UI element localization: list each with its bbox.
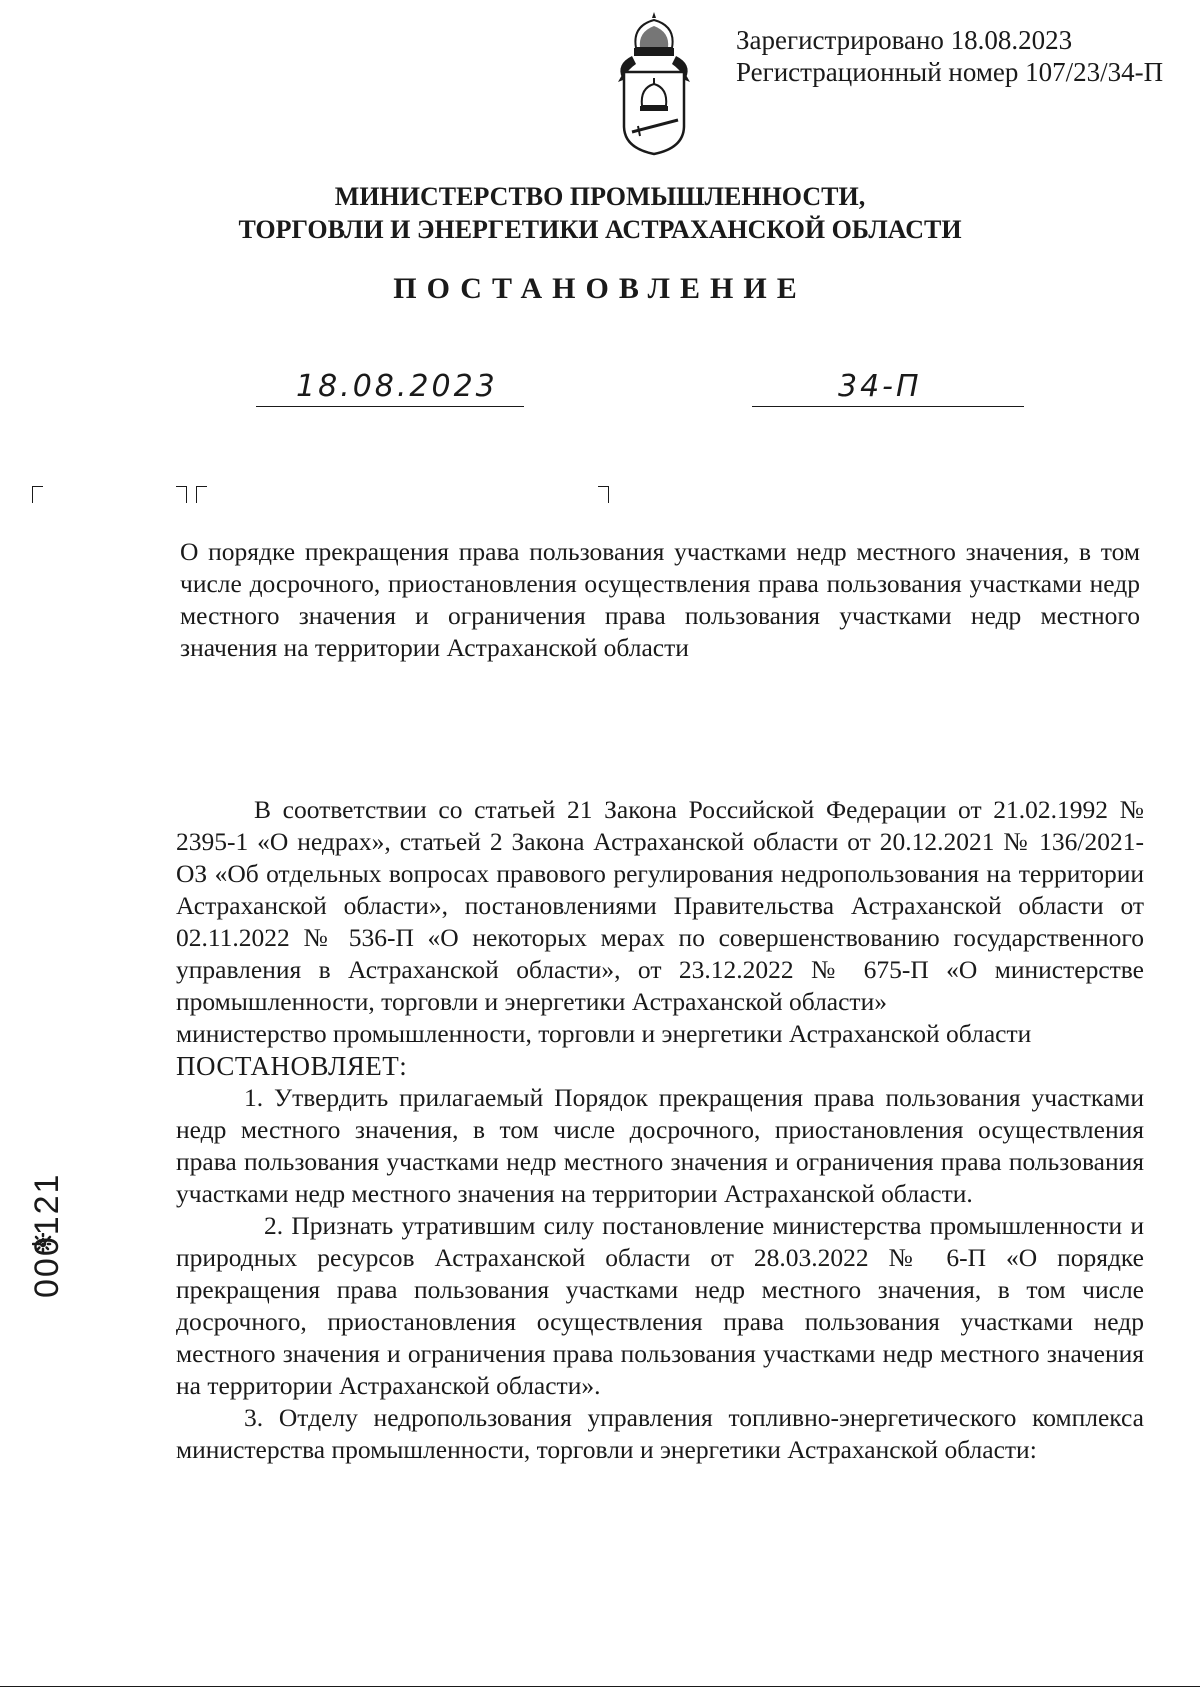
corner-bracket bbox=[196, 486, 207, 503]
document-subject: О порядке прекращения права пользования участками недр местного значения, в том числе досрочного, приостановления осуществления права пользования участками недр местного значения и ограничения права пользования участками недр местного значения на территории Астраханской области bbox=[180, 537, 1140, 662]
ministry-name-line1: МИНИСТЕРСТВО ПРОМЫШЛЕННОСТИ, bbox=[334, 182, 866, 211]
astrakhan-coat-of-arms-icon bbox=[612, 8, 696, 158]
item-3: 3. Отделу недропользования управления топливно-энергетического комплекса министерства промышленности, торговли и энергетики Астраханской области: bbox=[176, 1403, 1144, 1464]
side-registration-stamp: 000121 bbox=[28, 1172, 66, 1298]
document-type: ПОСТАНОВЛЕНИЕ bbox=[393, 272, 807, 305]
document-date: 18.08.2023 bbox=[296, 369, 498, 404]
registration-stamp bbox=[736, 24, 1163, 88]
ministry-name bbox=[0, 180, 1200, 246]
registration-number: Регистрационный номер 107/23/34-П bbox=[736, 57, 1164, 87]
document-body bbox=[176, 794, 1144, 1466]
document-number: 34-П bbox=[838, 369, 922, 404]
item-1: 1. Утвердить прилагаемый Порядок прекращения права пользования участками недр местного значения, в том числе досрочного, приостановления осуществления права пользования участками недр местного значения и ограничения права пользования участками недр местного значения на территории Астраханской области. bbox=[176, 1083, 1144, 1208]
item-2: 2. Признать утратившим силу постановление министерства промышленности и природных ресурсов Астраханской области от 28.03.2022 № 6-П «О порядке прекращения права пользования участками недр местного значения, в том числе досрочного, приостановления осуществления права пользования участками недр местного значения и ограничения права пользования участками недр местного значения на территории Астраханской области». bbox=[176, 1211, 1144, 1400]
corner-bracket bbox=[598, 486, 609, 503]
bottom-rule bbox=[0, 1686, 1200, 1687]
corner-bracket bbox=[176, 486, 187, 503]
resolves-heading: ПОСТАНОВЛЯЕТ: bbox=[176, 1051, 408, 1081]
preamble-paragraph: В соответствии со статьей 21 Закона Российской Федерации от 21.02.1992 № 2395-1 «О недрах», статьей 2 Закона Астраханской области от 20.12.2021 № 136/2021-ОЗ «Об отдельных вопросах правового регулирования недропользования на территории Астраханской области», постановлениями Правительства Астраханской области от 02.11.2022 № 536-П «О некоторых мерах по совершенствованию государственного управления в Астраханской области», от 23.12.2022 № 675-П «О министерстве промышленности, торговли и энергетики Астраханской области» bbox=[176, 795, 1144, 1016]
registration-date: Зарегистрировано 18.08.2023 bbox=[736, 25, 1073, 55]
ministry-name-line2: ТОРГОВЛИ И ЭНЕРГЕТИКИ АСТРАХАНСКОЙ ОБЛАСТИ bbox=[238, 215, 962, 244]
document-date-field bbox=[256, 366, 524, 407]
document-number-field bbox=[752, 366, 1024, 407]
corner-bracket bbox=[32, 486, 43, 503]
issuer-line: министерство промышленности, торговли и энергетики Астраханской области bbox=[176, 1019, 1032, 1048]
